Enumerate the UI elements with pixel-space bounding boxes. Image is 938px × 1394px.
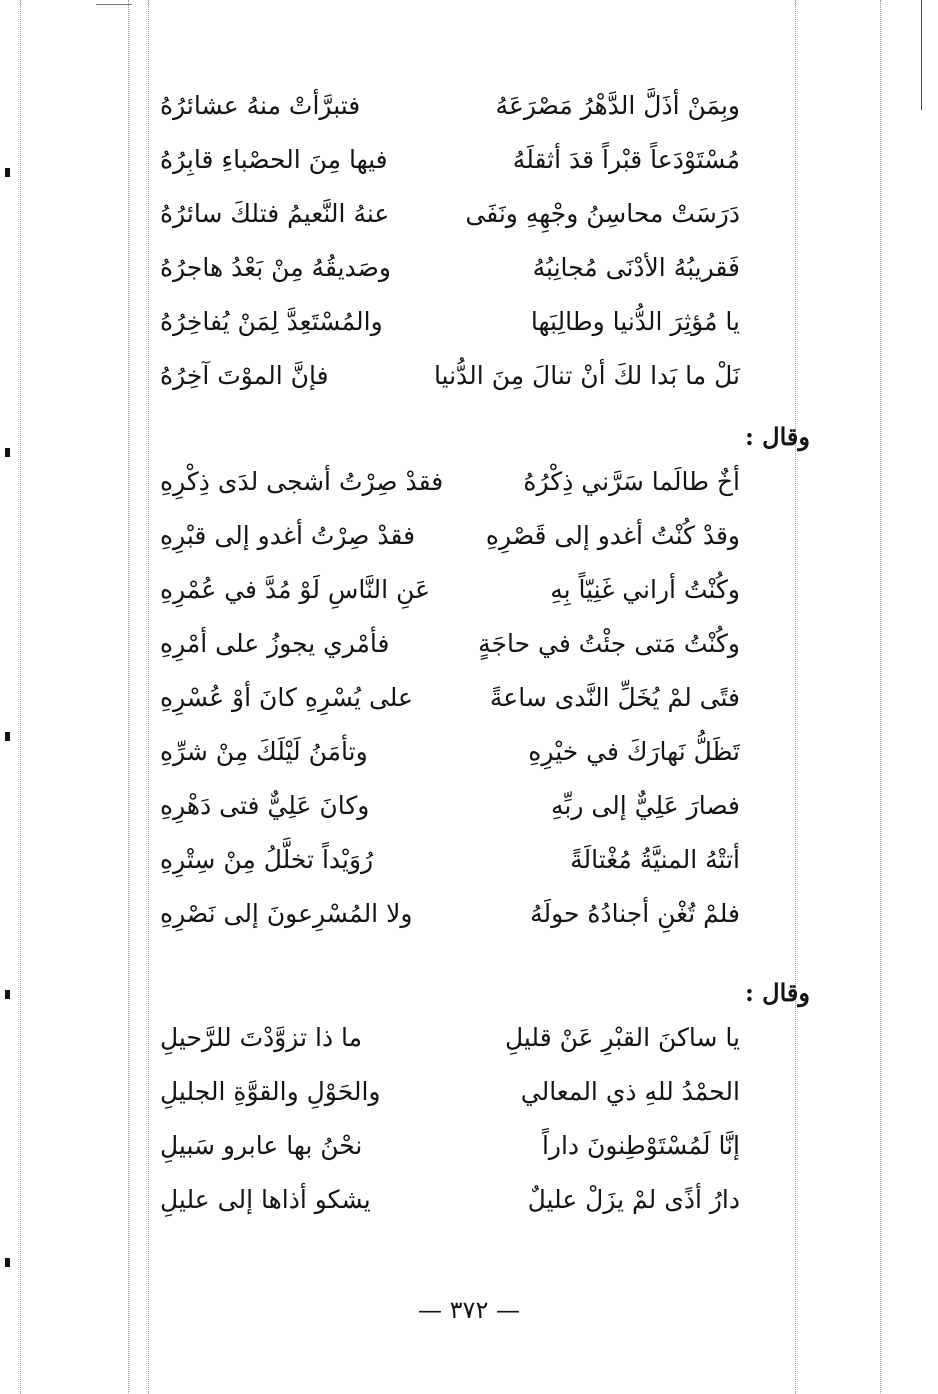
verse-line [130, 1017, 790, 1071]
verse-second-hemistich: عَنِ النَّاسِ لَوْ مُدَّ في عُمْرِهِ [160, 575, 431, 604]
margin-dotted-line [128, 0, 129, 1394]
poem-section [130, 969, 810, 1233]
verse-second-hemistich: فيها مِنَ الحصْباءِ قابِرُهُ [160, 145, 388, 174]
binding-mark [5, 1258, 10, 1267]
verse-second-hemistich: فتبرَّأتْ منهُ عشائرُهُ [160, 91, 361, 120]
verse-second-hemistich: فأمْري يجوزُ على أمْرِهِ [160, 629, 390, 658]
verse-first-hemistich: تَظَلُّ نَهارَكَ في خيْرِهِ [528, 737, 740, 766]
poem-section [130, 85, 790, 409]
verse-line [130, 193, 790, 247]
verse-second-hemistich: فقدْ صِرْتُ أشجى لدَى ذِكْرِهِ [160, 467, 444, 496]
verse-first-hemistich: وقدْ كُنْتُ أغدو إلى قَصْرِهِ [485, 521, 740, 550]
binding-mark [5, 168, 10, 177]
verse-first-hemistich: فَقريبُهُ الأدْنَى مُجانِبُهُ [532, 253, 740, 282]
verse-second-hemistich: وصَديقُهُ مِنْ بَعْدُ هاجرُهُ [160, 253, 391, 282]
page-number: — ٣٧٢ — [418, 1296, 520, 1324]
margin-dotted-line [880, 0, 881, 1394]
verse-first-hemistich: الحمْدُ للهِ ذي المعالي [520, 1077, 740, 1106]
verse-line [130, 677, 790, 731]
verse-second-hemistich: يشكو أذاها إلى عليلِ [160, 1185, 371, 1214]
verse-second-hemistich: فإنَّ الموْتَ آخِرُهُ [160, 361, 329, 390]
verse-first-hemistich: وبِمَنْ أذَلَّ الدَّهْرُ مَصْرَعَهُ [495, 91, 740, 120]
verse-second-hemistich: عنهُ النَّعيمُ فتلكَ سائرُهُ [160, 199, 390, 228]
poem-section [130, 413, 810, 947]
verse-first-hemistich: مُسْتَوْدَعاً قبْراً قدَ أثقلَهُ [512, 145, 740, 174]
verse-line [130, 515, 790, 569]
verse-second-hemistich: والحَوْلِ والقوَّةِ الجليلِ [160, 1077, 381, 1106]
verse-first-hemistich: دَرَسَتْ محاسِنُ وجْهِهِ ونَفَى [465, 199, 740, 228]
verse-second-hemistich: والمُسْتَعِدَّ لِمَنْ يُفاخِرُهُ [160, 307, 383, 336]
verse-line [130, 731, 790, 785]
verse-line [130, 461, 790, 515]
verse-first-hemistich: أخٌ طالَما سَرَّني ذِكْرُهُ [523, 467, 740, 496]
poem-page [130, 85, 810, 1233]
binding-mark [5, 990, 10, 999]
verse-first-hemistich: يا ساكنَ القبْرِ عَنْ قليلِ [504, 1023, 740, 1052]
verse-first-hemistich: دارُ أذًى لمْ يزَلْ عليلٌ [527, 1185, 740, 1214]
verse-line [130, 569, 790, 623]
verse-line [130, 623, 790, 677]
poem-body [130, 85, 810, 1233]
verse-second-hemistich: نحْنُ بها عابرو سَبيلِ [160, 1131, 363, 1160]
scan-top-rule [96, 4, 132, 5]
verse-first-hemistich: فلمْ تُغْنِ أجنادُهُ حولَهُ [530, 899, 740, 928]
verse-first-hemistich: يا مُؤثِرَ الدُّنيا وطالِبَها [530, 307, 740, 336]
verse-line [130, 1179, 790, 1233]
verse-line [130, 139, 790, 193]
binding-mark [5, 448, 10, 457]
verse-first-hemistich: وكُنْتُ أراني غَنِيّاً بِهِ [550, 575, 740, 604]
verse-line [130, 85, 790, 139]
section-intro: وقال : [744, 422, 810, 451]
verse-first-hemistich: فتًى لمْ يُخَلِّ النَّدى ساعةً [489, 683, 740, 712]
verse-line [130, 301, 790, 355]
section-intro: وقال : [744, 978, 810, 1007]
scan-edge-line [921, 0, 922, 110]
verse-line [130, 247, 790, 301]
verse-line [130, 839, 790, 893]
verse-second-hemistich: ولا المُسْرِعونَ إلى نَصْرِهِ [160, 899, 413, 928]
verse-second-hemistich: وتأمَنُ لَيْلَكَ مِنْ شرِّهِ [160, 737, 368, 766]
binding-mark [5, 732, 10, 741]
margin-dotted-line [795, 0, 796, 1394]
verse-line [130, 355, 790, 409]
verse-first-hemistich: أتتْهُ المنيَّةُ مُغْتالَةً [570, 845, 740, 874]
verse-first-hemistich: نَلْ ما بَدا لكَ أنْ تنالَ مِنَ الدُّنيا [433, 361, 740, 390]
verse-line [130, 1125, 790, 1179]
margin-dotted-line [20, 0, 21, 1394]
verse-first-hemistich: إنَّا لَمُسْتَوْطِنونَ داراً [541, 1131, 740, 1160]
verse-second-hemistich: وكانَ عَلِيٌّ فتى دَهْرِهِ [160, 791, 370, 820]
verse-first-hemistich: وكُنْتُ مَتى جئْتُ في حاجَةٍ [478, 629, 740, 658]
verse-line [130, 893, 790, 947]
verse-line [130, 785, 790, 839]
verse-second-hemistich: رُوَيْداً تخلَّلُ مِنْ سِتْرِهِ [160, 845, 374, 874]
verse-second-hemistich: ما ذا تزوَّدْتَ للرَّحيلِ [160, 1023, 363, 1052]
verse-first-hemistich: فصارَ عَلِيٌّ إلى ربِّهِ [550, 791, 740, 820]
verse-line [130, 1071, 790, 1125]
verse-second-hemistich: فقدْ صِرْتُ أغدو إلى قبْرِهِ [160, 521, 416, 550]
verse-second-hemistich: على يُسْرِهِ كانَ أوْ عُسْرِهِ [160, 683, 413, 712]
